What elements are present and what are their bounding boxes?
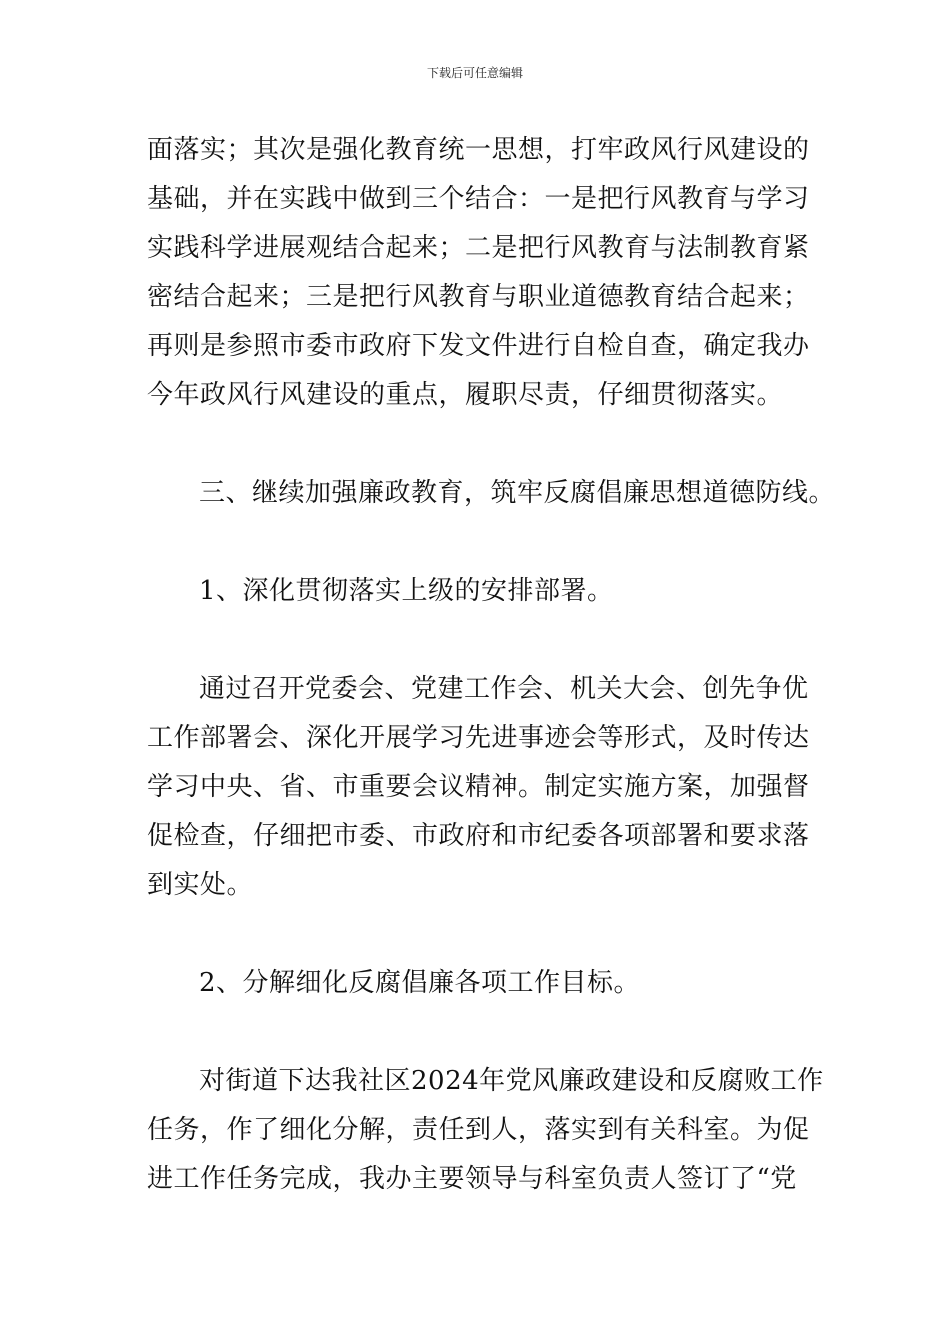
text-line: 通过召开党委会、党建工作会、机关大会、创先争优 bbox=[199, 674, 809, 704]
document-body bbox=[147, 126, 836, 1204]
text-line: 面落实；其次是强化教育统一思想，打牢政风行风建设的 bbox=[147, 135, 810, 165]
text-line: 实践科学进展观结合起来；二是把行风教育与法制教育紧 bbox=[147, 233, 810, 263]
text-line: 学习中央、省、市重要会议精神。制定实施方案，加强督 bbox=[147, 772, 810, 802]
text-line: 对街道下达我社区2024年党风廉政建设和反腐败工作 bbox=[199, 1066, 824, 1096]
page-header: 下载后可任意编辑 bbox=[426, 66, 523, 80]
subheading-2 bbox=[147, 959, 807, 1008]
text-line: 密结合起来；三是把行风教育与职业道德教育结合起来； bbox=[147, 282, 810, 312]
text-line: 到实处。 bbox=[147, 870, 254, 900]
text-line: 进工作任务完成，我办主要领导与科室负责人签订了“党 bbox=[147, 1164, 797, 1194]
section-heading bbox=[147, 469, 836, 518]
paragraph-body-1 bbox=[147, 665, 810, 910]
paragraph-body-2 bbox=[147, 1057, 824, 1204]
paragraph-continuation bbox=[147, 126, 810, 420]
text-line: 任务，作了细化分解，责任到人，落实到有关科室。为促 bbox=[147, 1115, 810, 1145]
text-line: 促检查，仔细把市委、市政府和市纪委各项部署和要求落 bbox=[147, 821, 810, 851]
subheading-1 bbox=[147, 567, 807, 616]
text-line: 再则是参照市委市政府下发文件进行自检自查，确定我办 bbox=[147, 331, 810, 361]
subheading-text: 1、深化贯彻落实上级的安排部署。 bbox=[199, 576, 614, 606]
text-line: 今年政风行风建设的重点，履职尽责，仔细贯彻落实。 bbox=[147, 380, 784, 410]
text-line: 工作部署会、深化开展学习先进事迹会等形式，及时传达 bbox=[147, 723, 810, 753]
section-heading-text: 三、继续加强廉政教育，筑牢反腐倡廉思想道德防线。 bbox=[199, 478, 836, 508]
subheading-text: 2、分解细化反腐倡廉各项工作目标。 bbox=[199, 968, 641, 998]
text-line: 基础，并在实践中做到三个结合：一是把行风教育与学习 bbox=[147, 184, 810, 214]
